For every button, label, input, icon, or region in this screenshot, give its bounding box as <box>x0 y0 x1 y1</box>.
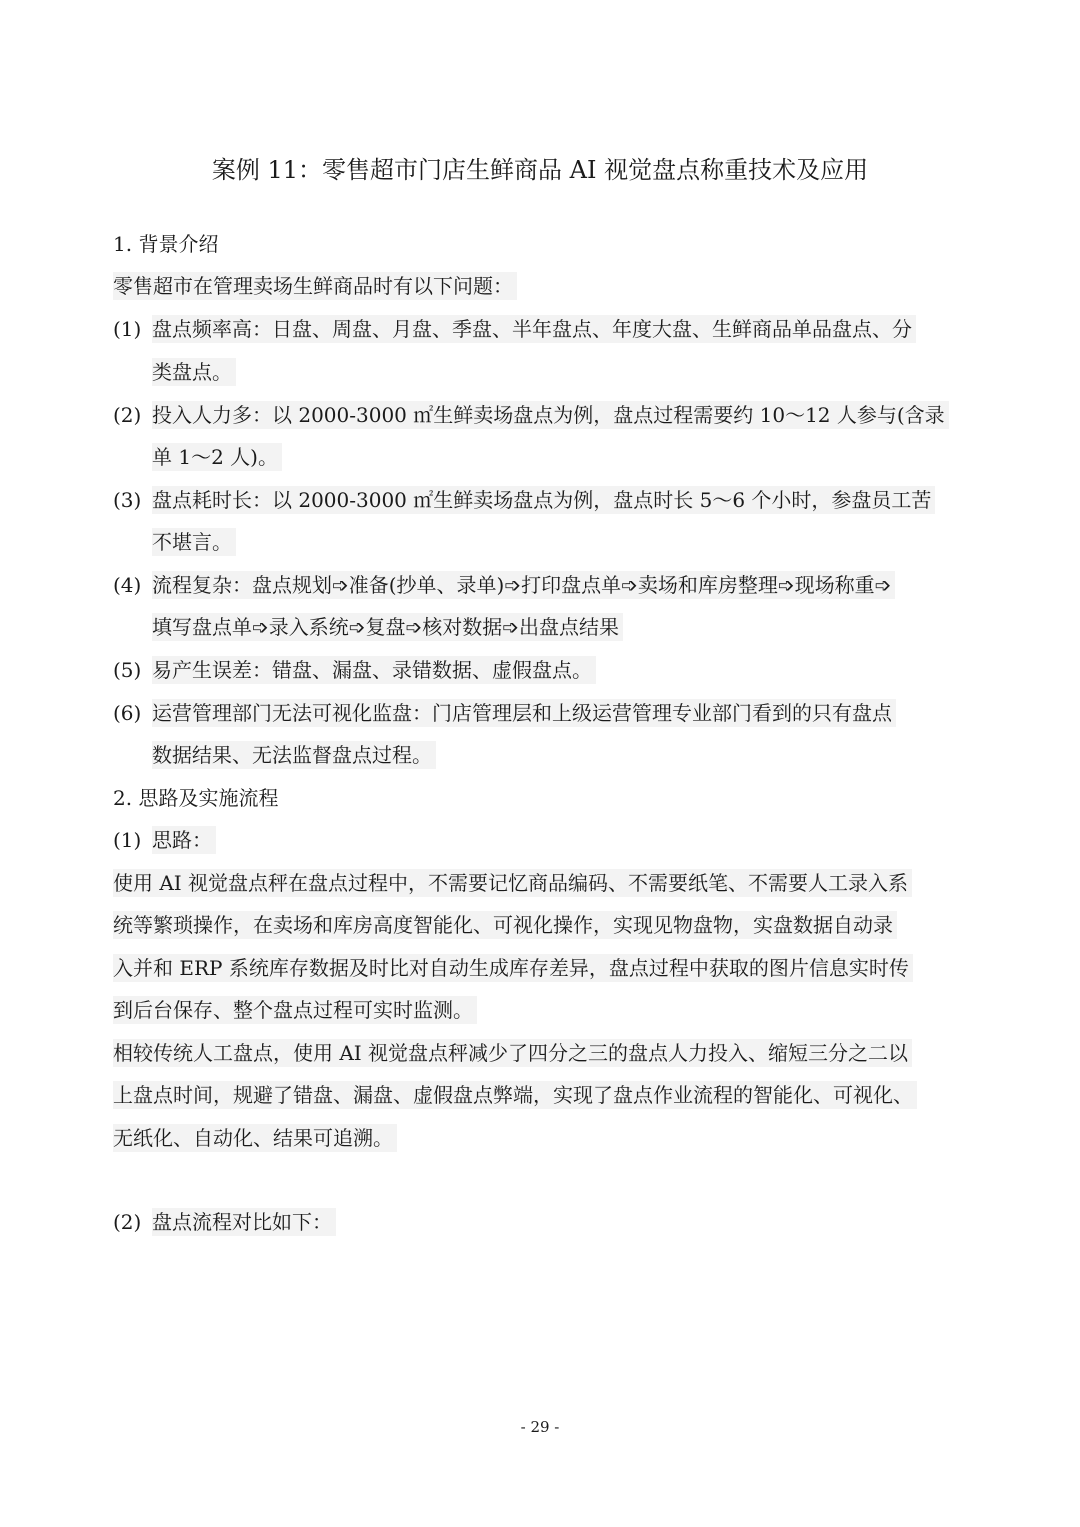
page-number: - 29 - <box>520 1418 560 1436</box>
list-item-line <box>152 740 436 770</box>
list-item-text: 单 1～2 人)。 <box>152 443 282 471</box>
subsection-label <box>152 825 216 855</box>
paragraph-line <box>113 995 477 1025</box>
list-item-line <box>152 442 282 472</box>
list-item-number: (3) <box>113 488 142 512</box>
subsection-label-text: 盘点流程对比如下： <box>152 1208 336 1236</box>
subsection-label <box>152 1207 336 1237</box>
list-item-text: 投入人力多：以 2000-3000 ㎡生鲜卖场盘点为例，盘点过程需要约 10～12 人参与(含录 <box>152 401 949 429</box>
intro-text-content: 零售超市在管理卖场生鲜商品时有以下问题： <box>113 272 517 300</box>
paragraph-text: 相较传统人工盘点，使用 AI 视觉盘点秤减少了四分之三的盘点人力投入、缩短三分之二以 <box>113 1039 912 1067</box>
list-item-text: 流程复杂：盘点规划➩准备(抄单、录单)➩打印盘点单➩卖场和库房整理➩现场称重➩ <box>152 571 895 599</box>
list-item-text: 类盘点。 <box>152 358 236 386</box>
paragraph-text: 到后台保存、整个盘点过程可实时监测。 <box>113 996 477 1024</box>
subsection-label-text: 思路： <box>152 826 216 854</box>
paragraph-line <box>113 868 912 898</box>
section-heading-background: 1. 背景介绍 <box>113 232 219 256</box>
paragraph-text: 统等繁琐操作，在卖场和库房高度智能化、可视化操作，实现见物盘物，实盘数据自动录 <box>113 911 897 939</box>
list-item-line <box>152 314 916 344</box>
list-item-number: (4) <box>113 573 142 597</box>
paragraph-line <box>113 1123 397 1153</box>
list-item-text: 数据结果、无法监督盘点过程。 <box>152 741 436 769</box>
list-item-line <box>152 527 236 557</box>
page-title: 案例 11：零售超市门店生鲜商品 AI 视觉盘点称重技术及应用 <box>211 156 869 184</box>
subsection-number: (2) <box>113 1210 142 1234</box>
list-item-line <box>152 698 896 728</box>
list-item-number: (6) <box>113 701 142 725</box>
paragraph-line <box>113 910 897 940</box>
paragraph-text: 无纸化、自动化、结果可追溯。 <box>113 1124 397 1152</box>
paragraph-line <box>113 1038 912 1068</box>
section-heading-approach: 2. 思路及实施流程 <box>113 786 279 810</box>
list-item-line <box>152 400 949 430</box>
intro-text <box>113 271 517 301</box>
list-item-number: (5) <box>113 658 142 682</box>
subsection-number: (1) <box>113 828 142 852</box>
list-item-text: 运营管理部门无法可视化监盘：门店管理层和上级运营管理专业部门看到的只有盘点 <box>152 699 896 727</box>
list-item-text: 盘点频率高：日盘、周盘、月盘、季盘、半年盘点、年度大盘、生鲜商品单品盘点、分 <box>152 315 916 343</box>
paragraph-line <box>113 1080 917 1110</box>
list-item-text: 盘点耗时长：以 2000-3000 ㎡生鲜卖场盘点为例，盘点时长 5～6 个小时，参盘员工苦 <box>152 486 935 514</box>
list-item-line <box>152 655 596 685</box>
list-item-number: (2) <box>113 403 142 427</box>
list-item-number: (1) <box>113 317 142 341</box>
paragraph-text: 使用 AI 视觉盘点秤在盘点过程中，不需要记忆商品编码、不需要纸笔、不需要人工录入系 <box>113 869 912 897</box>
list-item-line <box>152 485 935 515</box>
paragraph-text: 入并和 ERP 系统库存数据及时比对自动生成库存差异，盘点过程中获取的图片信息实时传 <box>113 954 913 982</box>
list-item-line <box>152 570 895 600</box>
paragraph-line <box>113 953 913 983</box>
paragraph-text: 上盘点时间，规避了错盘、漏盘、虚假盘点弊端，实现了盘点作业流程的智能化、可视化、 <box>113 1081 917 1109</box>
list-item-line <box>152 357 236 387</box>
list-item-text: 填写盘点单➩录入系统➩复盘➩核对数据➩出盘点结果 <box>152 613 623 641</box>
list-item-text: 不堪言。 <box>152 528 236 556</box>
list-item-text: 易产生误差：错盘、漏盘、录错数据、虚假盘点。 <box>152 656 596 684</box>
list-item-line <box>152 612 623 642</box>
